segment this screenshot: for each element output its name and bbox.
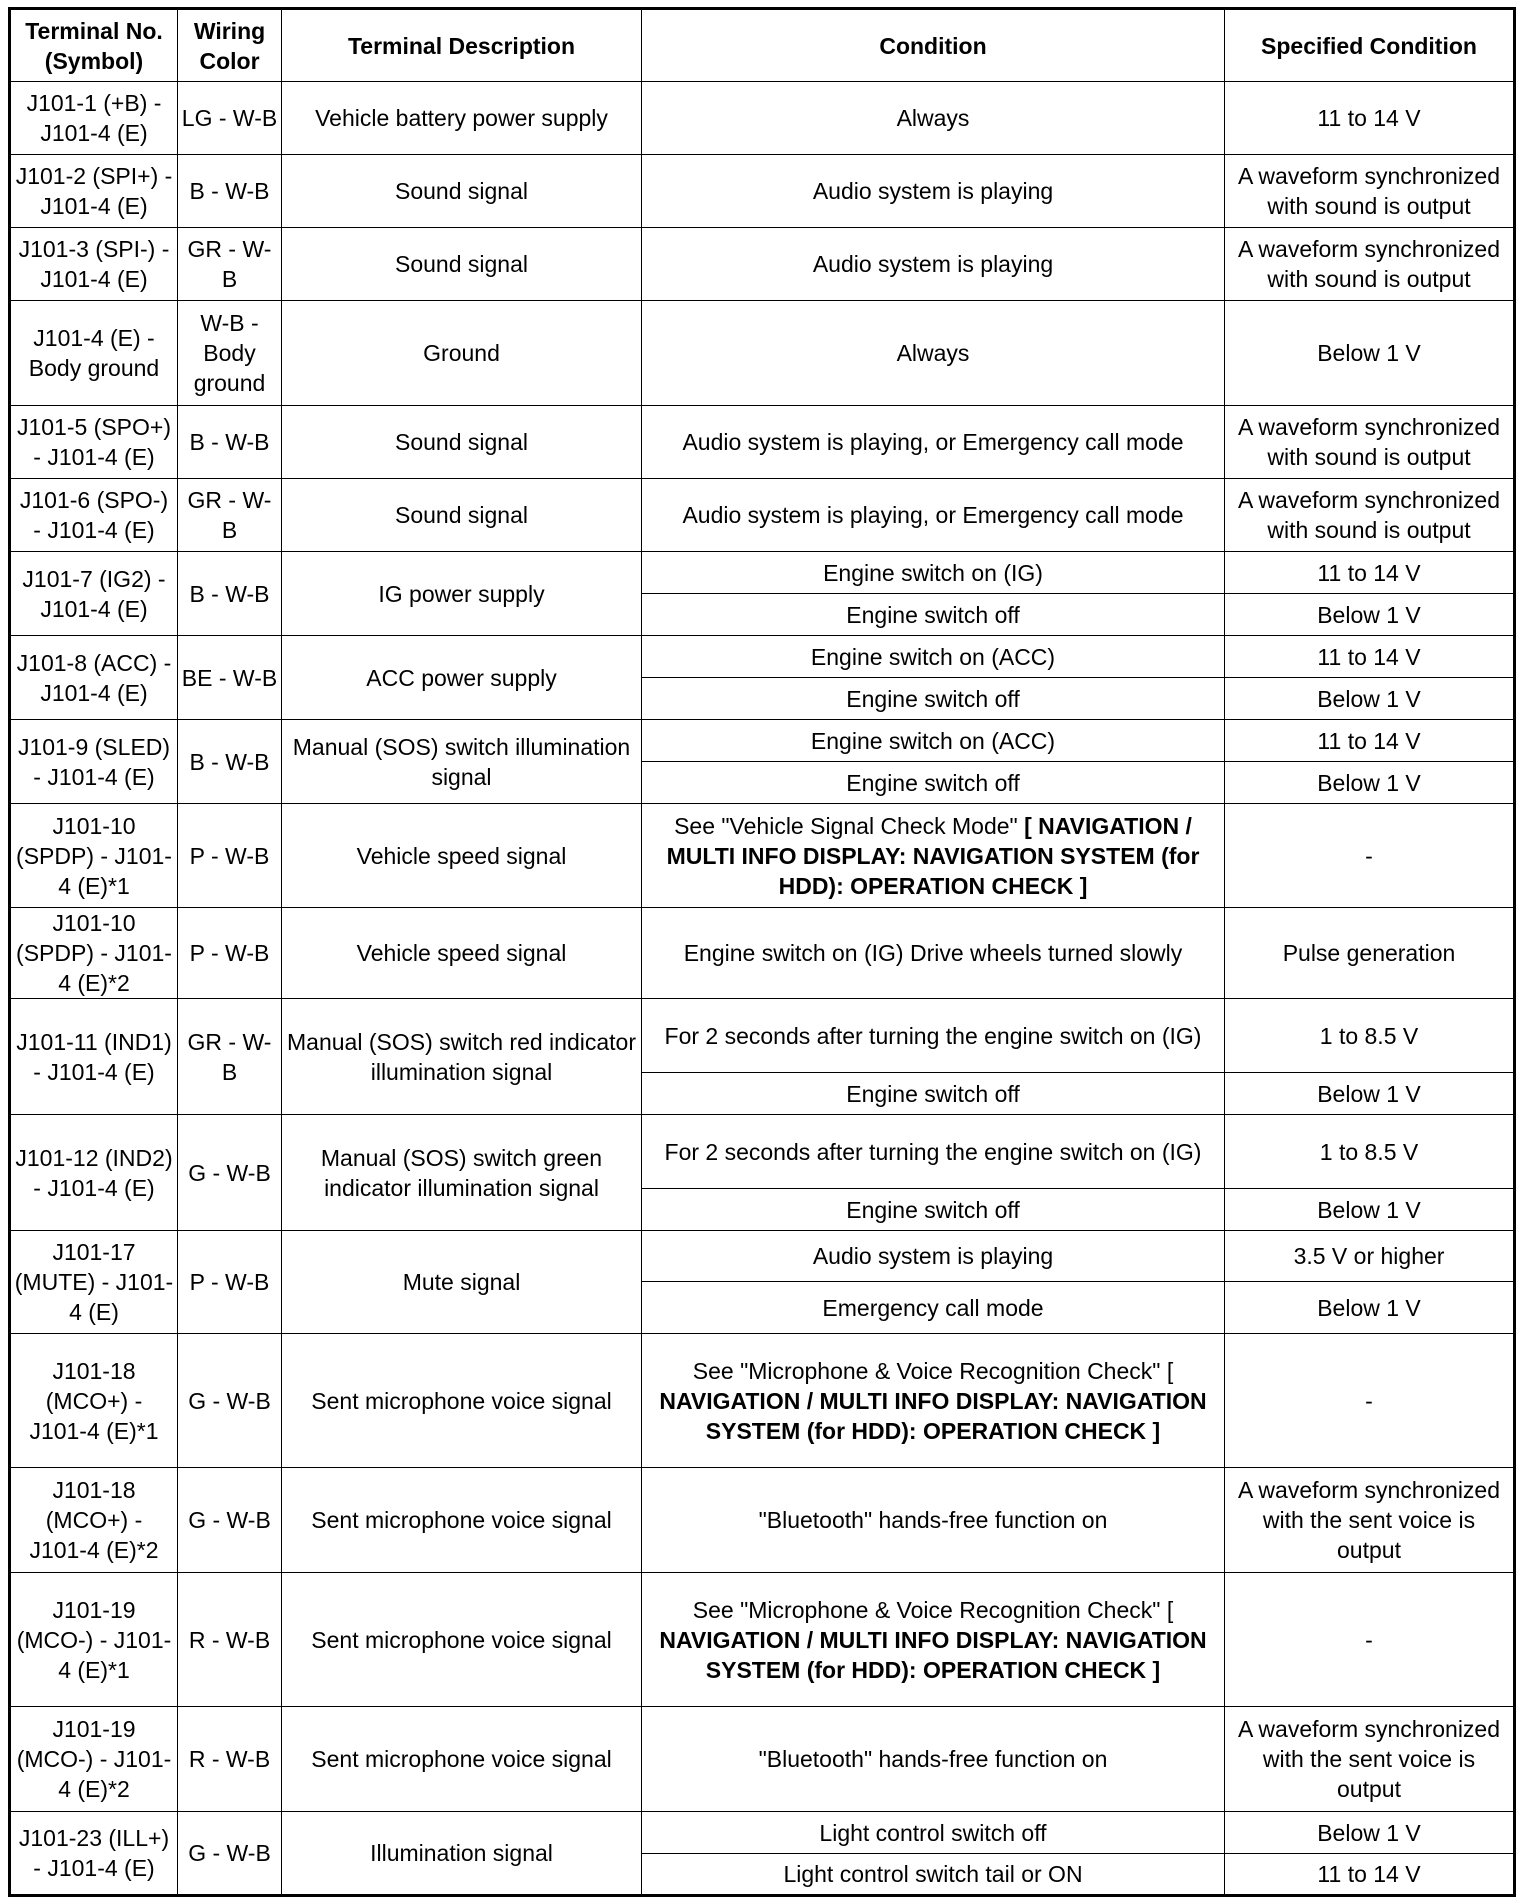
condition-cell [642, 301, 1225, 406]
condition-cell [642, 155, 1225, 228]
condition-text: "Bluetooth" hands-free function on [758, 1746, 1108, 1772]
description-cell: Sent microphone voice signal [282, 1573, 642, 1707]
condition-text: Light control switch tail or ON [783, 1861, 1083, 1887]
terminal-cell: J101-4 (E) - Body ground [10, 301, 178, 406]
condition-cell [642, 406, 1225, 479]
wiring-color-cell: G - W-B [178, 1468, 282, 1573]
specified-condition-cell: 11 to 14 V [1225, 552, 1515, 594]
wiring-color-cell: G - W-B [178, 1115, 282, 1231]
condition-text: Engine switch on (ACC) [810, 643, 1056, 670]
terminal-cell: J101-10 (SPDP) - J101-4 (E)*2 [10, 908, 178, 999]
specified-condition-cell: Below 1 V [1225, 1812, 1515, 1854]
condition-text: Audio system is playing [812, 1243, 1054, 1269]
header-specified-condition: Specified Condition [1225, 9, 1515, 82]
header-terminal-description: Terminal Description [282, 9, 642, 82]
table-row [10, 1115, 1515, 1189]
table-row [10, 406, 1515, 479]
condition-text: See "Microphone & Voice Recognition Check" [ [692, 1357, 1174, 1384]
terminal-cell: J101-18 (MCO+) - J101-4 (E)*2 [10, 1468, 178, 1573]
description-cell: IG power supply [282, 552, 642, 636]
terminal-spec-document [8, 7, 1516, 1897]
specified-condition-cell: - [1225, 1334, 1515, 1468]
condition-text: Engine switch off [846, 769, 1020, 796]
description-cell: Ground [282, 301, 642, 406]
table-row [10, 804, 1515, 908]
condition-cell [642, 1231, 1225, 1282]
condition-text: Audio system is playing [812, 251, 1054, 277]
description-cell: Illumination signal [282, 1812, 642, 1896]
specified-condition-cell: 3.5 V or higher [1225, 1231, 1515, 1282]
description-cell: ACC power supply [282, 636, 642, 720]
condition-text: See "Vehicle Signal Check Mode" [674, 812, 1025, 839]
condition-cell [642, 1573, 1225, 1707]
condition-text: Audio system is playing, or Emergency call mode [682, 429, 1184, 455]
wiring-color-cell: GR - W-B [178, 228, 282, 301]
table-row [10, 301, 1515, 406]
condition-text: Audio system is playing [812, 178, 1054, 204]
specified-condition-cell: 1 to 8.5 V [1225, 999, 1515, 1073]
condition-text: Audio system is playing, or Emergency call mode [682, 502, 1184, 528]
specified-condition-cell: - [1225, 804, 1515, 908]
terminal-spec-table [8, 7, 1516, 1897]
condition-cell [642, 720, 1225, 762]
specified-condition-cell: A waveform synchronized with sound is output [1225, 406, 1515, 479]
table-row [10, 552, 1515, 594]
description-cell: Sent microphone voice signal [282, 1707, 642, 1812]
description-cell: Vehicle speed signal [282, 804, 642, 908]
table-row [10, 720, 1515, 762]
terminal-cell: J101-11 (IND1) - J101-4 (E) [10, 999, 178, 1115]
wiring-color-cell: B - W-B [178, 406, 282, 479]
specified-condition-cell: 1 to 8.5 V [1225, 1115, 1515, 1189]
description-cell: Sent microphone voice signal [282, 1334, 642, 1468]
condition-text: Emergency call mode [822, 1294, 1044, 1321]
condition-text: Engine switch off [846, 1196, 1020, 1223]
condition-cell [642, 1282, 1225, 1334]
condition-text: Engine switch on (IG) [823, 559, 1043, 586]
specified-condition-cell: Below 1 V [1225, 1282, 1515, 1334]
wiring-color-cell: BE - W-B [178, 636, 282, 720]
condition-reference: [ NAVIGATION / MULTI INFO DISPLAY: NAVIGATION SYSTEM (for HDD): OPERATION CHECK ] [666, 812, 1200, 899]
header-wiring-color: Wiring Color [178, 9, 282, 82]
terminal-cell: J101-5 (SPO+) - J101-4 (E) [10, 406, 178, 479]
condition-cell [642, 479, 1225, 552]
condition-cell [642, 908, 1225, 999]
condition-cell [642, 999, 1225, 1073]
condition-cell [642, 1812, 1225, 1854]
condition-cell [642, 1854, 1225, 1896]
terminal-cell: J101-23 (ILL+) - J101-4 (E) [10, 1812, 178, 1896]
condition-cell [642, 82, 1225, 155]
table-row [10, 1573, 1515, 1707]
condition-cell [642, 228, 1225, 301]
wiring-color-cell: P - W-B [178, 908, 282, 999]
wiring-color-cell: R - W-B [178, 1707, 282, 1812]
terminal-cell: J101-7 (IG2) - J101-4 (E) [10, 552, 178, 636]
terminal-cell: J101-1 (+B) - J101-4 (E) [10, 82, 178, 155]
table-row [10, 1812, 1515, 1854]
terminal-cell: J101-10 (SPDP) - J101-4 (E)*1 [10, 804, 178, 908]
condition-text: Engine switch on (IG) Drive wheels turned slowly [683, 940, 1183, 966]
condition-text: See "Microphone & Voice Recognition Check" [ [692, 1596, 1174, 1623]
condition-cell [642, 1334, 1225, 1468]
table-row [10, 1468, 1515, 1573]
wiring-color-cell: P - W-B [178, 1231, 282, 1334]
description-cell: Vehicle speed signal [282, 908, 642, 999]
table-row [10, 1231, 1515, 1282]
wiring-color-cell: GR - W-B [178, 999, 282, 1115]
condition-text: Always [896, 105, 970, 131]
condition-cell [642, 552, 1225, 594]
specified-condition-cell: Below 1 V [1225, 1073, 1515, 1115]
table-row [10, 228, 1515, 301]
wiring-color-cell: R - W-B [178, 1573, 282, 1707]
condition-cell [642, 804, 1225, 908]
header-row [10, 9, 1515, 82]
condition-cell [642, 762, 1225, 804]
specified-condition-cell: Pulse generation [1225, 908, 1515, 999]
terminal-cell: J101-19 (MCO-) - J101-4 (E)*1 [10, 1573, 178, 1707]
description-cell: Sound signal [282, 155, 642, 228]
terminal-cell: J101-12 (IND2) - J101-4 (E) [10, 1115, 178, 1231]
table-row [10, 82, 1515, 155]
specified-condition-cell: 11 to 14 V [1225, 636, 1515, 678]
description-cell: Sound signal [282, 479, 642, 552]
specified-condition-cell: A waveform synchronized with sound is output [1225, 479, 1515, 552]
condition-text: Always [896, 340, 970, 366]
condition-cell [642, 1189, 1225, 1231]
terminal-cell: J101-6 (SPO-) - J101-4 (E) [10, 479, 178, 552]
description-cell: Mute signal [282, 1231, 642, 1334]
description-cell: Vehicle battery power supply [282, 82, 642, 155]
header-condition: Condition [642, 9, 1225, 82]
condition-text: "Bluetooth" hands-free function on [758, 1507, 1108, 1533]
table-row [10, 636, 1515, 678]
description-cell: Sent microphone voice signal [282, 1468, 642, 1573]
table-row [10, 1707, 1515, 1812]
description-cell: Manual (SOS) switch green indicator illumination signal [282, 1115, 642, 1231]
condition-text: Engine switch off [846, 601, 1020, 628]
specified-condition-cell: 11 to 14 V [1225, 82, 1515, 155]
condition-text: For 2 seconds after turning the engine switch on (IG) [664, 1022, 1202, 1049]
terminal-cell: J101-19 (MCO-) - J101-4 (E)*2 [10, 1707, 178, 1812]
wiring-color-cell: W-B - Body ground [178, 301, 282, 406]
wiring-color-cell: LG - W-B [178, 82, 282, 155]
condition-text: Engine switch on (ACC) [810, 727, 1056, 754]
description-cell: Manual (SOS) switch illumination signal [282, 720, 642, 804]
terminal-cell: J101-9 (SLED) - J101-4 (E) [10, 720, 178, 804]
wiring-color-cell: B - W-B [178, 552, 282, 636]
condition-cell [642, 1707, 1225, 1812]
table-row [10, 908, 1515, 999]
description-cell: Sound signal [282, 406, 642, 479]
wiring-color-cell: GR - W-B [178, 479, 282, 552]
specified-condition-cell: A waveform synchronized with the sent voice is output [1225, 1707, 1515, 1812]
condition-cell [642, 1468, 1225, 1573]
table-row [10, 155, 1515, 228]
specified-condition-cell: Below 1 V [1225, 1189, 1515, 1231]
wiring-color-cell: G - W-B [178, 1334, 282, 1468]
condition-cell [642, 636, 1225, 678]
condition-cell [642, 1115, 1225, 1189]
specified-condition-cell: A waveform synchronized with sound is output [1225, 155, 1515, 228]
condition-text: Engine switch off [846, 1080, 1020, 1107]
condition-cell [642, 1073, 1225, 1115]
specified-condition-cell: A waveform synchronized with the sent voice is output [1225, 1468, 1515, 1573]
terminal-cell: J101-17 (MUTE) - J101-4 (E) [10, 1231, 178, 1334]
specified-condition-cell: A waveform synchronized with sound is output [1225, 228, 1515, 301]
specified-condition-cell: Below 1 V [1225, 301, 1515, 406]
condition-text: Engine switch off [846, 685, 1020, 712]
specified-condition-cell: Below 1 V [1225, 678, 1515, 720]
specified-condition-cell: 11 to 14 V [1225, 720, 1515, 762]
header-terminal: Terminal No. (Symbol) [10, 9, 178, 82]
condition-text: For 2 seconds after turning the engine switch on (IG) [664, 1138, 1202, 1165]
specified-condition-cell: - [1225, 1573, 1515, 1707]
description-cell: Manual (SOS) switch red indicator illumination signal [282, 999, 642, 1115]
wiring-color-cell: P - W-B [178, 804, 282, 908]
description-cell: Sound signal [282, 228, 642, 301]
table-row [10, 999, 1515, 1073]
specified-condition-cell: Below 1 V [1225, 762, 1515, 804]
terminal-cell: J101-18 (MCO+) - J101-4 (E)*1 [10, 1334, 178, 1468]
condition-cell [642, 678, 1225, 720]
wiring-color-cell: G - W-B [178, 1812, 282, 1896]
specified-condition-cell: 11 to 14 V [1225, 1854, 1515, 1896]
condition-cell [642, 594, 1225, 636]
table-row [10, 479, 1515, 552]
specified-condition-cell: Below 1 V [1225, 594, 1515, 636]
condition-reference: NAVIGATION / MULTI INFO DISPLAY: NAVIGATION SYSTEM (for HDD): OPERATION CHECK ] [659, 1626, 1207, 1683]
wiring-color-cell: B - W-B [178, 720, 282, 804]
terminal-cell: J101-2 (SPI+) - J101-4 (E) [10, 155, 178, 228]
terminal-cell: J101-3 (SPI-) - J101-4 (E) [10, 228, 178, 301]
condition-text: Light control switch off [819, 1819, 1047, 1846]
wiring-color-cell: B - W-B [178, 155, 282, 228]
table-row [10, 1334, 1515, 1468]
terminal-cell: J101-8 (ACC) - J101-4 (E) [10, 636, 178, 720]
condition-reference: NAVIGATION / MULTI INFO DISPLAY: NAVIGATION SYSTEM (for HDD): OPERATION CHECK ] [659, 1387, 1207, 1444]
